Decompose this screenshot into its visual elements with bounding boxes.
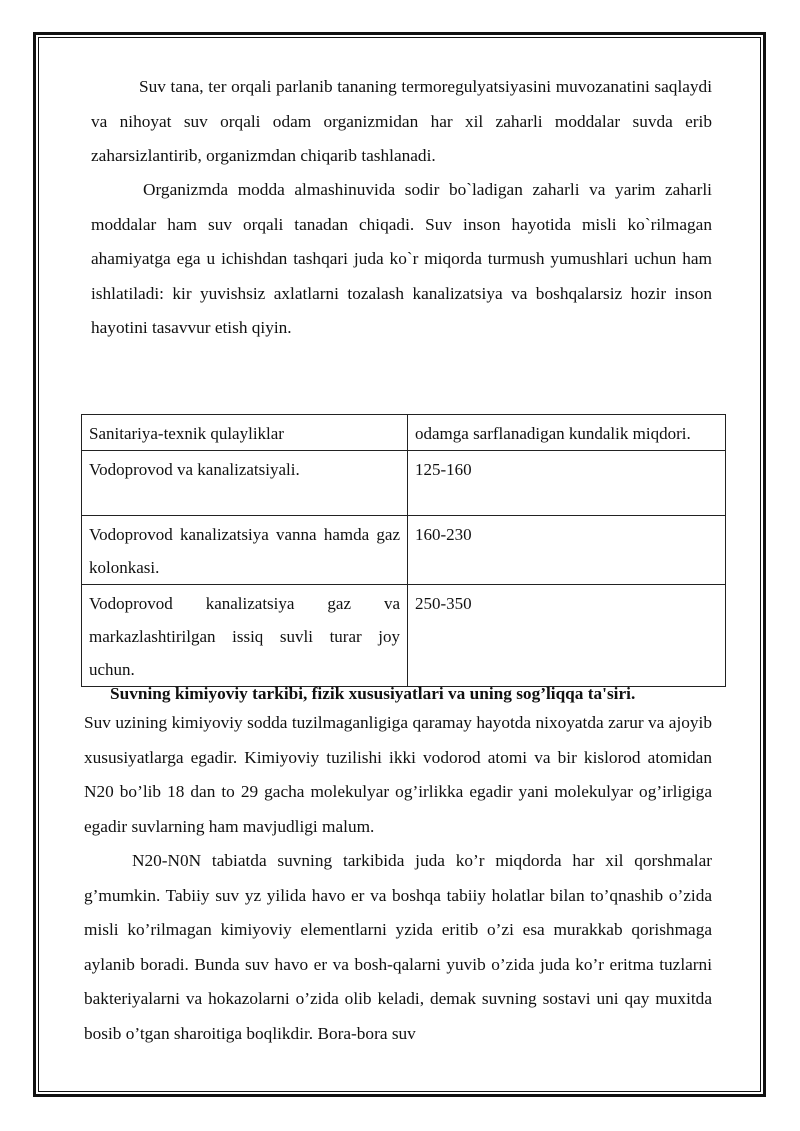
sanitary-water-usage-table [81,414,726,687]
table-cell-amount: 250-350 [408,585,726,687]
table-cell-amount: 160-230 [408,516,726,585]
table-row [82,585,726,687]
table-row [82,516,726,585]
paragraph-chemical-structure: Suv uzining kimiyoviy sodda tuzilmaganligiga qaramay hayotda nixoyatda zarur va ajoyib xususiyatlarga egadir. Kimiyoviy tuzilishi ikki vodorod atomi va bir kislorod atomidan N20 bo’lib 18 dan to 29 gacha molekulyar og’irlikka egadir yani molekulyar og’irligiga egadir suvlarning ham mavjudligi malum. [84,713,712,836]
section-heading: Suvning kimiyoviy tarkibi, fizik xususiyatlari va uning sog’liqqa ta'siri. [110,684,636,703]
table-header-cell: odamga sarflanadigan kundalik miqdori. [408,415,726,451]
table-row [82,451,726,516]
paragraph-thermoregulation: Suv tana, ter orqali parlanib tananing termoregulyatsiyasini muvozanatini saqlaydi va nihoyat suv orqali odam organizmidan har xil zaharli moddalar suvda erib zaharsizlantirib, organizmdan chiqarib tashlanadi. [91,77,712,165]
paragraph-metabolism: Organizmda modda almashinuvida sodir bo`ladigan zaharli va yarim zaharli moddalar ham suv orqali tanadan chiqadi. Suv inson hayotida misli ko`rilmagan ahamiyatga ega u ichishdan tashqari juda ko`r miqorda turmush yumushlari uchun ham ishlatiladi: kir yuvishsiz axlatlarni tozalash kanalizatsiya va boshqalarsiz hozir inson hayotini tasavvur etish qiyin. [91,180,712,337]
table-header-cell: Sanitariya-texnik qulayliklar [82,415,408,451]
table-cell-amount: 125-160 [408,451,726,516]
table-cell-facility: Vodoprovod kanalizatsiya gaz va markazlashtirilgan issiq suvli turar joy uchun. [82,585,408,687]
table-cell-facility: Vodoprovod kanalizatsiya vanna hamda gaz kolonkasi. [82,516,408,585]
table-cell-facility: Vodoprovod va kanalizatsiyali. [82,451,408,516]
paragraph-natural-water: N20-N0N tabiatda suvning tarkibida juda ko’r miqdorda har xil qorshmalar g’mumkin. Tabiiy suv yz yilida havo er va boshqa tabiiy holatlar bilan to’qnashib o’zida misli ko’rilmagan kimiyoviy elementlarni yzida eritib o’zi esa murakkab qorishmaga aylanib boradi. Bunda suv havo er va bosh-qalarni yuvib o’zida juda ko’r eritma tuzlarni bakteriyalarni va hokazolarni o’zida olib keladi, demak suvning sostavi uni qay muxitda bosib o’tgan sharoitiga boqlikdir. Bora-bora suv [84,851,712,1043]
table-header-row [82,415,726,451]
